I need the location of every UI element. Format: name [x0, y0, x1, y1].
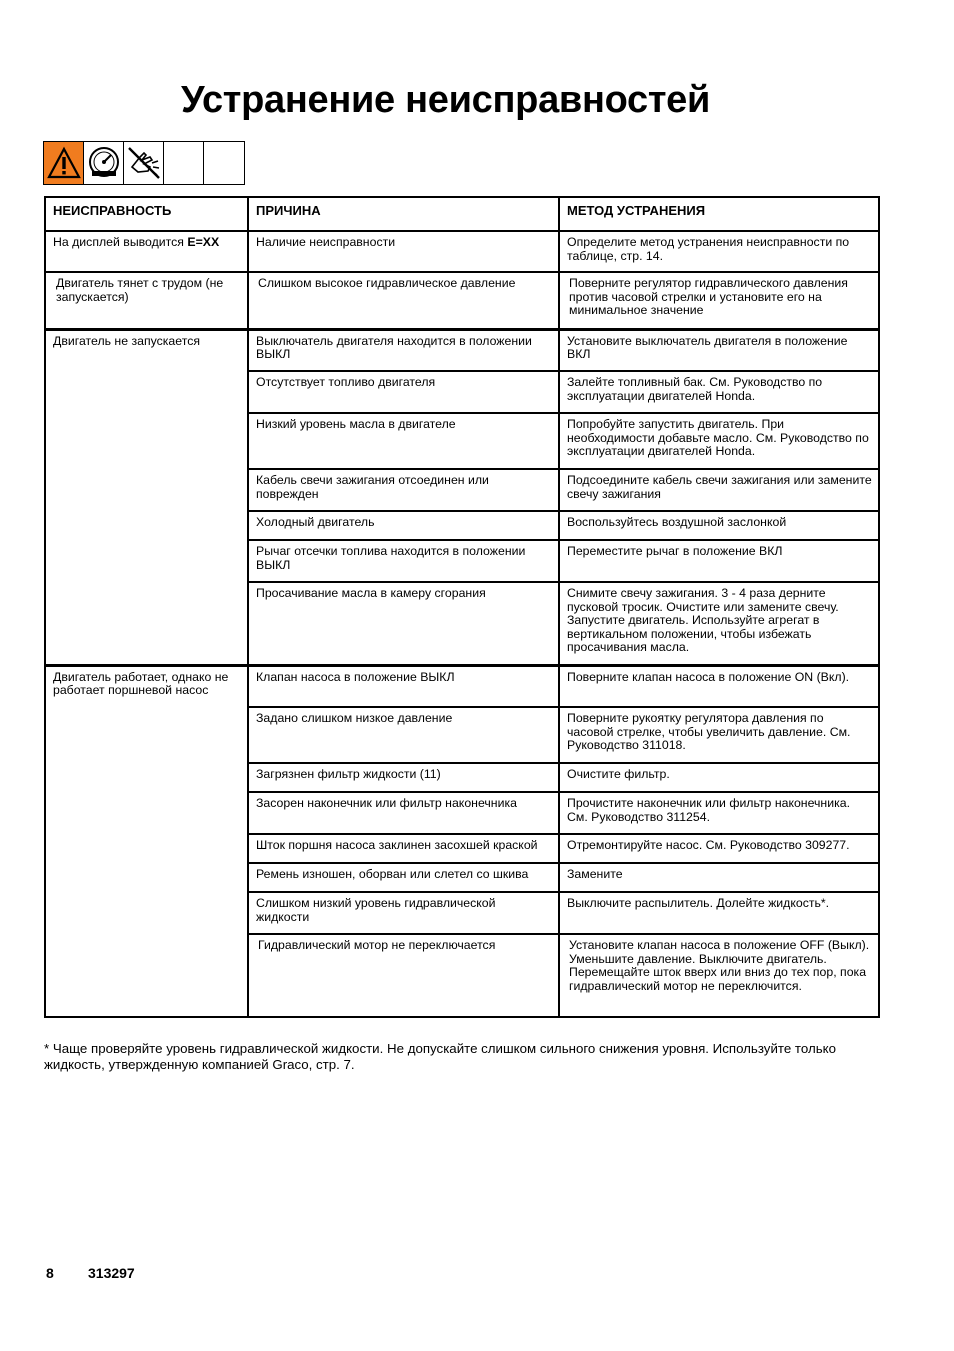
- no-hand-icon: [124, 142, 164, 184]
- column-header-problem: НЕИСПРАВНОСТЬ: [45, 197, 248, 231]
- cause-cell: Клапан насоса в положение ВЫКЛ: [248, 665, 559, 707]
- solution-cell: Переместите рычаг в положение ВКЛ: [559, 540, 879, 582]
- column-header-cause: ПРИЧИНА: [248, 197, 559, 231]
- footnote: * Чаще проверяйте уровень гидравлической жидкости. Не допускайте слишком сильного снижения уровня. Используйте только жидкость, утвержденную компанией Graco, стр. 7.: [44, 1041, 837, 1072]
- solution-cell: Поверните клапан насоса в положение ON (Вкл).: [559, 665, 879, 707]
- problem-cell: Двигатель работает, однако не работает поршневой насос: [45, 665, 248, 1017]
- troubleshooting-table: [44, 196, 880, 1018]
- warning-icon: [44, 142, 84, 184]
- cause-cell: Отсутствует топливо двигателя: [248, 371, 559, 413]
- pressure-gauge-icon: [84, 142, 124, 184]
- problem-text: На дисплей выводится: [53, 235, 188, 249]
- table-row: [45, 272, 879, 329]
- solution-cell: Очистите фильтр.: [559, 763, 879, 792]
- problem-cell: [45, 231, 248, 272]
- solution-cell: Замените: [559, 863, 879, 892]
- solution-cell: Прочистите наконечник или фильтр наконечника. См. Руководство 311254.: [559, 792, 879, 834]
- cause-cell: Засорен наконечник или фильтр наконечника: [248, 792, 559, 834]
- table-row: [45, 665, 879, 707]
- cause-cell: Гидравлический мотор не переключается: [248, 934, 559, 1017]
- solution-cell: Установите клапан насоса в положение OFF (Выкл). Уменьшите давление. Выключите двигатель. Перемещайте шток вверх или вниз до тех пор, пока гидравлический мотор не переключится.: [559, 934, 879, 1017]
- cause-cell: Задано слишком низкое давление: [248, 707, 559, 763]
- page-number: 8: [46, 1265, 54, 1281]
- cause-cell: Кабель свечи зажигания отсоединен или поврежден: [248, 469, 559, 511]
- solution-cell: Снимите свечу зажигания. 3 - 4 раза дерните пусковой тросик. Очистите или замените свечу. Запустите двигатель. Используйте агрегат в вертикальном положении, чтобы избежать просачивания масла.: [559, 582, 879, 665]
- solution-cell: Поверните рукоятку регулятора давления по часовой стрелке, чтобы увеличить давление. См. Руководство 311018.: [559, 707, 879, 763]
- solution-cell: Поверните регулятор гидравлического давления против часовой стрелки и установите его на минимальное значение: [559, 272, 879, 329]
- cause-cell: Холодный двигатель: [248, 511, 559, 540]
- cause-cell: Ремень изношен, оборван или слетел со шкива: [248, 863, 559, 892]
- error-code: E=XX: [187, 235, 220, 249]
- table-row: [45, 329, 879, 371]
- solution-cell: Отремонтируйте насос. См. Руководство 309277.: [559, 834, 879, 863]
- cause-cell: Просачивание масла в камеру сгорания: [248, 582, 559, 665]
- hazard-icons: [43, 141, 245, 185]
- solution-cell: Установите выключатель двигателя в положение ВКЛ: [559, 329, 879, 371]
- solution-cell: Попробуйте запустить двигатель. При необходимости добавьте масло. См. Руководство по эксплуатации двигателей Honda.: [559, 413, 879, 469]
- cause-cell: Шток поршня насоса заклинен засохшей краской: [248, 834, 559, 863]
- document-number: 313297: [88, 1265, 135, 1281]
- table-header-row: [45, 197, 879, 231]
- cause-cell: Загрязнен фильтр жидкости (11): [248, 763, 559, 792]
- empty-icon-box: [164, 142, 204, 184]
- page-footer: [46, 1265, 135, 1281]
- cause-cell: Низкий уровень масла в двигателе: [248, 413, 559, 469]
- cause-cell: Выключатель двигателя находится в положении ВЫКЛ: [248, 329, 559, 371]
- table-row: [45, 231, 879, 272]
- cause-cell: Слишком высокое гидравлическое давление: [248, 272, 559, 329]
- empty-icon-box: [204, 142, 244, 184]
- problem-cell: Двигатель не запускается: [45, 329, 248, 665]
- solution-cell: Воспользуйтесь воздушной заслонкой: [559, 511, 879, 540]
- solution-cell: Подсоедините кабель свечи зажигания или замените свечу зажигания: [559, 469, 879, 511]
- solution-cell: Залейте топливный бак. См. Руководство по эксплуатации двигателей Honda.: [559, 371, 879, 413]
- cause-cell: Наличие неисправности: [248, 231, 559, 272]
- solution-cell: Определите метод устранения неисправности по таблице, стр. 14.: [559, 231, 879, 272]
- page-title: Устранение неисправностей: [181, 79, 711, 121]
- column-header-solution: МЕТОД УСТРАНЕНИЯ: [559, 197, 879, 231]
- cause-cell: Слишком низкий уровень гидравлической жидкости: [248, 892, 559, 934]
- problem-cell: Двигатель тянет с трудом (не запускается): [45, 272, 248, 329]
- solution-cell: Выключите распылитель. Долейте жидкость*.: [559, 892, 879, 934]
- cause-cell: Рычаг отсечки топлива находится в положении ВЫКЛ: [248, 540, 559, 582]
